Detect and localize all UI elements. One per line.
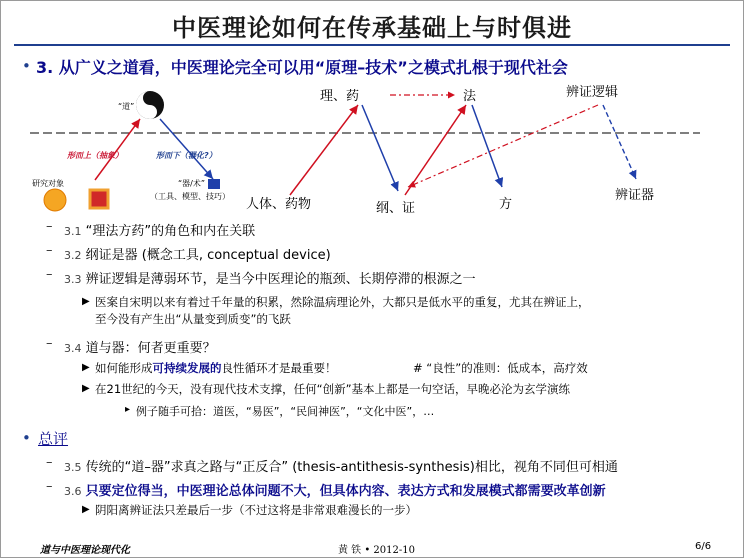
page-number: 6/6	[695, 541, 712, 552]
item-3-4-c: 例子随手可拾：道医，“易医”，“民间神医”，“文化中医”，…	[136, 405, 435, 418]
dash-icon: –	[46, 455, 53, 470]
slide-title: 中医理论如何在传承基础上与时俱进	[172, 13, 572, 42]
yinyang-icon	[136, 91, 164, 119]
dash-icon: –	[46, 219, 53, 234]
point3-heading: 3. 从广义之道看，中医理论完全可以用“原理–技术”之模式扎根于现代社会	[36, 58, 568, 77]
dash-icon: –	[46, 267, 53, 282]
arrow-li-to-gang	[362, 105, 398, 191]
bianzhengqi-label: 辨证器	[615, 188, 655, 203]
arrow-logic-to-gang	[408, 105, 598, 187]
fa-label: 法	[463, 89, 477, 104]
bianzheng-logic-label: 辨证逻辑	[566, 85, 619, 100]
subbullet-icon: ▶	[82, 383, 90, 394]
footer-title: 道与中医理论现代化	[40, 545, 130, 556]
research-object-square	[90, 190, 108, 208]
qi-shu-label: “器/术”	[178, 179, 205, 188]
fang-label: 方	[499, 197, 513, 212]
item-3-4-a-note: # “良性”的准则：低成本，高疗效	[413, 361, 588, 375]
subsubbullet-icon: ▸	[125, 404, 131, 415]
dao-label: “道”	[118, 102, 135, 111]
arrow-gang-to-fa	[405, 105, 466, 195]
qi-shu-sub-label: （工具、模型、技巧）	[150, 192, 230, 201]
dash-icon: –	[46, 479, 53, 494]
item-3-6-detail: 阴阳离辨证法只差最后一步（不过这将是非常艰难漫长的一步）	[95, 503, 417, 517]
item-3-5: 3.5 传统的“道–器”求真之路与“正反合” (thesis-antithesis-synthesis)相比，视角不同但可相通	[64, 460, 618, 475]
item-3-3: 3.3 辨证逻辑是薄弱环节，是当今中医理论的瓶颈、长期停滞的根源之一	[64, 272, 476, 287]
item-3-2: 3.2 纲证是器 (概念工具, conceptual device)	[64, 248, 331, 263]
research-object-label: 研究对象	[32, 179, 64, 188]
item-3-4-b: 在21世纪的今天，没有现代技术支撑，任何“创新”基本上都是一句空话，早晚必沦为玄学演练	[95, 382, 571, 396]
subbullet-icon: ▶	[82, 504, 90, 515]
arrow-fa-to-fang	[472, 105, 502, 187]
item-3-3-detail-1: 医案自宋明以来有着过千年量的积累，然除温病理论外，大都只是低水平的重复，尤其在辨证上，	[95, 295, 590, 309]
dash-icon: –	[46, 336, 53, 351]
summary-heading[interactable]: 总评	[38, 430, 69, 448]
item-3-1: 3.1 “理法方药”的角色和内在关联	[64, 224, 256, 239]
item-3-4: 3.4 道与器：何者更重要？	[64, 341, 216, 356]
bullet-icon: •	[22, 57, 31, 75]
xingshang-label: 形而上（抽象）	[67, 151, 123, 160]
title-divider	[14, 44, 730, 46]
item-3-3-detail-2: 至今没有产生出“从量变到质变”的飞跃	[95, 312, 291, 326]
item-3-4-a: 如何能形成可持续发展的良性循环才是最重要！	[95, 361, 337, 375]
footer-author-date: 黄 铁 • 2012-10	[338, 545, 415, 556]
subbullet-icon: ▶	[82, 296, 90, 307]
bullet-icon: •	[22, 429, 31, 447]
item-3-6: 3.6 只要定位得当，中医理论总体问题不大，但具体内容、表达方式和发展模式都需要改革创新	[64, 484, 606, 499]
dash-icon: –	[46, 243, 53, 258]
renti-yaowu-label: 人体、药物	[246, 197, 312, 212]
research-object-circle	[44, 189, 66, 211]
li-yao-label: 理、药	[320, 89, 360, 104]
arrow-body-to-li	[290, 105, 358, 195]
gang-zheng-label: 纲、证	[376, 201, 416, 216]
xingxia-label: 形而下（器化?）	[156, 151, 217, 160]
qi-shu-icon	[208, 179, 220, 189]
subbullet-icon: ▶	[82, 362, 90, 373]
arrow-logic-to-device	[603, 105, 636, 179]
